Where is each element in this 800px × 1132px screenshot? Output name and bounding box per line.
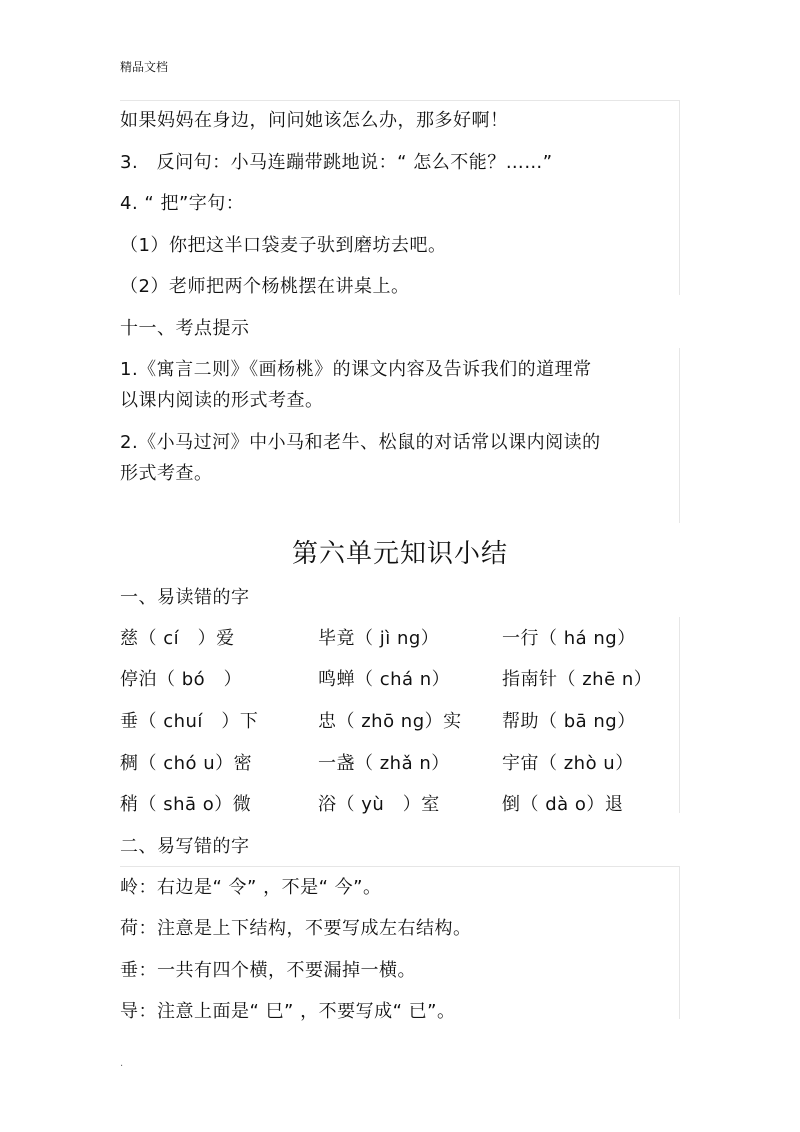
text-line: 4. “ 把”字句： [120, 193, 245, 214]
text-line: 垂：一共有四个横，不要漏掉一横。 [120, 960, 416, 981]
text-line: 形式考查。 [120, 463, 213, 484]
text-line: 如果妈妈在身边，问问她该怎么办，那多好啊！ [120, 110, 509, 131]
text-line: （1）你把这半口袋麦子驮到磨坊去吧。 [120, 235, 447, 256]
table-cell: 忠（ zhō ng）实 [318, 711, 462, 732]
table-cell: 稠（ chó u）密 [120, 753, 253, 774]
page-header: 精品文档 [120, 60, 169, 74]
table-cell: 宇宙（ zhò u） [502, 753, 634, 774]
text-line: 1.《寓言二则》《画杨桃》的课文内容及告诉我们的道理常 [120, 359, 592, 380]
table-cell: 倒（ dà o）退 [502, 794, 624, 815]
text-line: 导：注意上面是“ 巳” ，不要写成“ 已”。 [120, 1001, 456, 1022]
table-cell: 稍（ shā o）微 [120, 794, 252, 815]
table-cell: 帮助（ bā ng） [502, 711, 636, 732]
table-cell: 鸣蝉（ chá n） [318, 669, 451, 690]
text-line: 以课内阅读的形式考查。 [120, 390, 324, 411]
table-cell: 停泊（ bó ） [120, 669, 243, 690]
text-line: 3. 反问句：小马连蹦带跳地说：“ 怎么不能？……” [120, 152, 553, 173]
section-heading-kaodian: 十一、考点提示 [120, 318, 250, 339]
table-cell: 一行（ há ng） [502, 628, 636, 649]
table-cell: 慈（ cí ）爱 [120, 628, 235, 649]
footer-dot: . [120, 1058, 124, 1069]
text-line: （2）老师把两个杨桃摆在讲桌上。 [120, 276, 410, 297]
table-cell: 浴（ yù ）室 [318, 794, 440, 815]
table-cell: 指南针（ zhē n） [502, 669, 653, 690]
table-cell: 毕竟（ jì ng） [318, 628, 440, 649]
text-line: 2.《小马过河》中小马和老牛、松鼠的对话常以课内阅读的 [120, 432, 601, 453]
table-cell: 垂（ chuí ）下 [120, 711, 259, 732]
text-line: 荷：注意是上下结构，不要写成左右结构。 [120, 918, 472, 939]
section-heading-yixie: 二、易写错的字 [120, 836, 250, 857]
table-cell: 一盏（ zhǎ n） [318, 753, 450, 774]
page-title: 第六单元知识小结 [291, 539, 508, 569]
section-heading-yidu: 一、易读错的字 [120, 587, 250, 608]
text-line: 岭：右边是“ 令” ，不是“ 今”。 [120, 877, 382, 898]
